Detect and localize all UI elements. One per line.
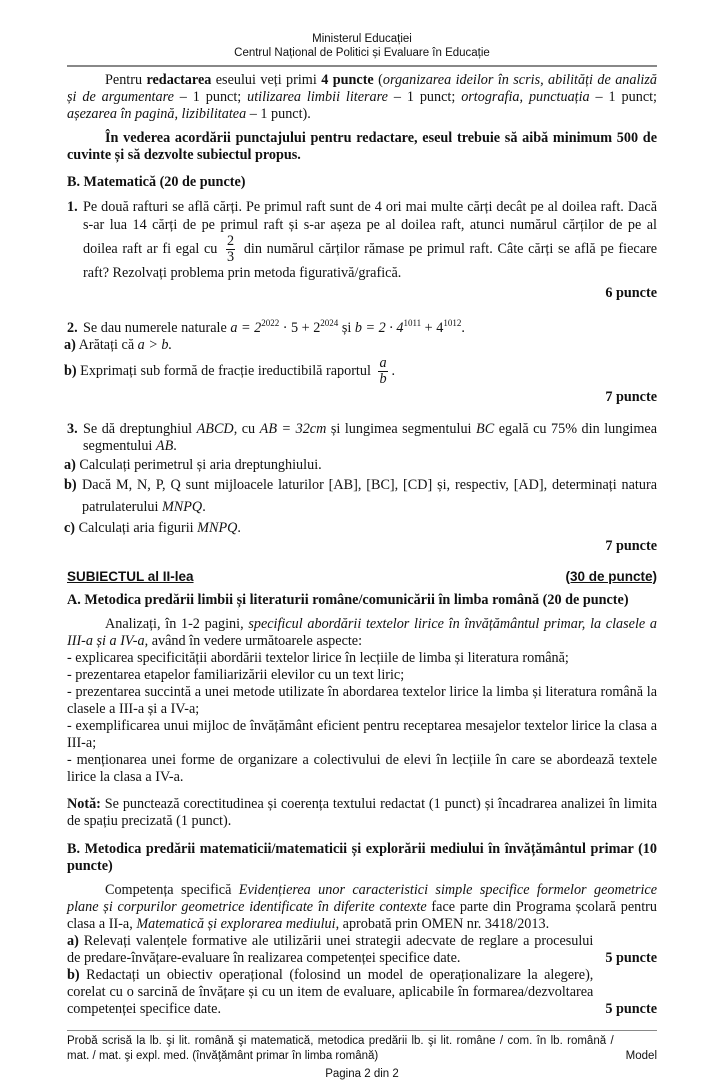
denominator: 3 [227,249,235,265]
question-2b [64,356,657,387]
text: Redactați un obiectiv operațional (folosind un model de operaționalizare la alegere), corelat cu o sarcină de învățare și cu un item de evaluare, aplicabile în formarea/dezvoltarea competenței specifice date. [67,966,594,1017]
text: Pe două rafturi se află cărți. Pe primul raft sunt de 4 ori mai multe cărți decât pe al doilea raft. Dacă s-ar lua 14 cărți de pe primul raft și s-ar așeza pe al doilea raft, atunci numărul cărților de pe al doilea raft ar fi egal cu [83,199,657,257]
question-number: 3. [67,420,78,437]
text: – 1 punct; [387,89,462,105]
fraction [226,234,235,265]
math-question-1 [67,199,657,283]
formula: AB = 32cm [259,420,327,437]
points: 5 puncte [605,1000,657,1017]
label: b) [64,476,77,493]
text: Arătați că [78,336,138,353]
question-3a [64,457,657,474]
note-label: Notă: [67,795,101,812]
text: , având în vedere următoarele aspecte: [144,632,363,649]
text: Calculați aria figurii [78,519,198,536]
formula: b = 2 · 4 [354,319,404,336]
section-b-item-a [67,933,657,967]
text: . [237,519,241,536]
fraction [378,356,387,387]
text: , cu [233,420,260,437]
subject-2-heading [67,568,657,585]
header-divider [67,65,657,67]
list-item: - prezentarea etapelor familiarizării elevilor cu un text liric; [67,666,405,683]
label: b) [67,966,80,983]
text: utilizarea limbii literare [247,89,388,105]
formula: a = 2 [230,319,262,336]
text: Relevați valențele formative ale utilizării unei strategii adecvate de reglare a procesului de predare-învățare-evaluare în realizarea competenței specifice date. [67,932,594,966]
label: b) [64,362,77,379]
points-q2: 7 puncte [605,388,657,405]
text: , aprobată prin OMEN nr. 3418/2013. [335,915,550,932]
text: . [461,319,465,336]
section-b-item-b [67,967,657,1018]
math-section-title: B. Matematică (20 de puncte) [67,174,246,190]
exponent: 2024 [320,317,339,328]
footer-divider [67,1030,657,1031]
text: Se dă dreptunghiul [83,420,197,437]
text: Calculați perimetrul și aria dreptunghiului. [79,456,322,473]
page-number: Pagina 2 din 2 [325,1067,399,1080]
text: . [173,437,177,454]
label: a) [64,456,76,473]
text: – 1 punct; [173,89,248,105]
essay-requirement: În vederea acordării punctajului pentru redactare, eseul trebuie să aibă minimum 500 de cuvinte și să dezvolte subiectul propus. [67,130,657,163]
label: c) [64,519,76,536]
text: redactarea [146,72,212,88]
aspects-list [67,650,657,786]
text: ( [373,72,383,88]
footer-model-label: Model [625,1049,657,1062]
text: organizarea ideilor în scris, abilități de analiză și de argumentare [67,72,657,105]
points-q3: 7 puncte [605,537,657,554]
points-q1: 6 puncte [605,284,657,301]
question-number: 1. [67,199,78,215]
exponent: 1011 [403,317,422,328]
text: și lungimea segmentului [326,420,477,437]
section-b-title: B. Metodica predării matematicii/matematicii și explorării mediului în învățământul primar (10 puncte) [67,840,657,874]
question-2a [64,337,657,354]
text: ortografia, punctuația [461,89,590,105]
center-name: Centrul Național de Politici și Evaluare în Educație [234,47,490,59]
text: . [391,362,396,379]
text: Se dau numerele naturale [83,319,231,336]
text: Competența specifică [105,881,239,898]
page-header [67,32,657,60]
formula: ABCD [196,420,234,437]
section-a-intro [67,616,657,650]
formula: AB [155,437,174,454]
footer [67,1034,657,1064]
text: Dacă M, N, P, Q sunt mijloacele laturilor [AB], [BC], [CD] și, respectiv, [AD], determinați natura patrulaterului [82,476,657,515]
text: Matematică și explorarea mediului [136,915,336,932]
text: Analizați, în 1-2 pagini, [105,615,249,632]
subject-title: SUBIECTUL al II-lea [67,568,194,584]
list-item: - explicarea specificității abordării textelor lirice în lecțiile de limba și literatura română; [67,649,569,666]
list-item: - prezentarea succintă a unei metode utilizate în abordarea textelor lirice la limba și literatura română la clasele a III-a și a IV-a; [67,683,657,717]
formula: + 4 [421,319,444,336]
exponent: 1012 [443,317,462,328]
denominator: b [379,370,387,387]
numerator: a [379,354,387,371]
section-a-note [67,796,657,830]
text: – 1 punct). [246,106,311,122]
formula: MNPQ [161,498,203,515]
exponent: 2022 [261,317,280,328]
text: Exprimați sub formă de fracție ireductibilă raportul [80,362,371,379]
ministry-name: Ministerul Educației [312,33,412,45]
question-3b [64,474,657,518]
formula: a > b. [137,336,173,353]
text: Se punctează corectitudinea și coerența textului redactat (1 punct) și încadrarea analizei în limita de spațiu precizată (1 punct). [67,795,657,829]
question-number: 2. [67,319,78,336]
essay-scoring-paragraph [67,72,657,123]
section-b-intro [67,882,657,933]
text: specificul abordării textelor lirice în învățământul primar, la clasele a III-a și a IV-a [67,615,657,649]
text: egală cu 75% din lungimea segmentului [83,420,658,454]
list-item: - menționarea unei forme de organizare a colectivului de elevi în lecțiile în care se abordează textele lirice la clasa a IV-a. [67,751,657,785]
footer-exam-description: Probă scrisă la lb. şi lit. română şi matematică, metodica predării lb. şi lit. române / com. în lb. română / mat. / mat. şi expl. med. (învăţământ primar în limba română) [67,1034,614,1062]
footer-area [67,1018,657,1081]
text: . [202,498,206,515]
math-question-3 [67,421,657,455]
text: Evidențierea unor caracteristici simple specifice formelor geometrice plane și corpurilor geometrice identificate în diferite contexte [67,881,658,915]
list-item: - exemplificarea unui mijloc de învățământ eficient pentru receptarea mesajelor textelor lirice la clasa a III-a; [67,717,657,751]
question-3c [64,520,657,537]
text: din numărul cărților rămase pe primul raft. Câte cărți se află pe fiecare raft? Rezolvați problema prin metoda figurativă/grafică. [83,240,658,281]
formula: · 5 + 2 [279,319,321,336]
text: 4 puncte [321,72,374,88]
formula: MNPQ [197,519,238,536]
formula: BC [476,420,495,437]
math-question-2 [67,317,657,337]
numerator: 2 [227,233,235,249]
text: – 1 punct; [589,89,657,105]
subject-points: (30 de puncte) [565,568,657,584]
text: așezarea în pagină, lizibilitatea [67,106,247,122]
label: a) [64,336,76,353]
points: 5 puncte [605,949,657,966]
label: a) [67,932,79,949]
text: eseului veți primi [211,72,322,88]
section-a-title: A. Metodica predării limbii și literaturii române/comunicării în limba română (20 de puncte) [67,591,629,608]
text: și [338,319,355,336]
text: Pentru [105,72,147,88]
text: face parte din Programa școlară pentru clasa a II-a, [67,898,657,932]
